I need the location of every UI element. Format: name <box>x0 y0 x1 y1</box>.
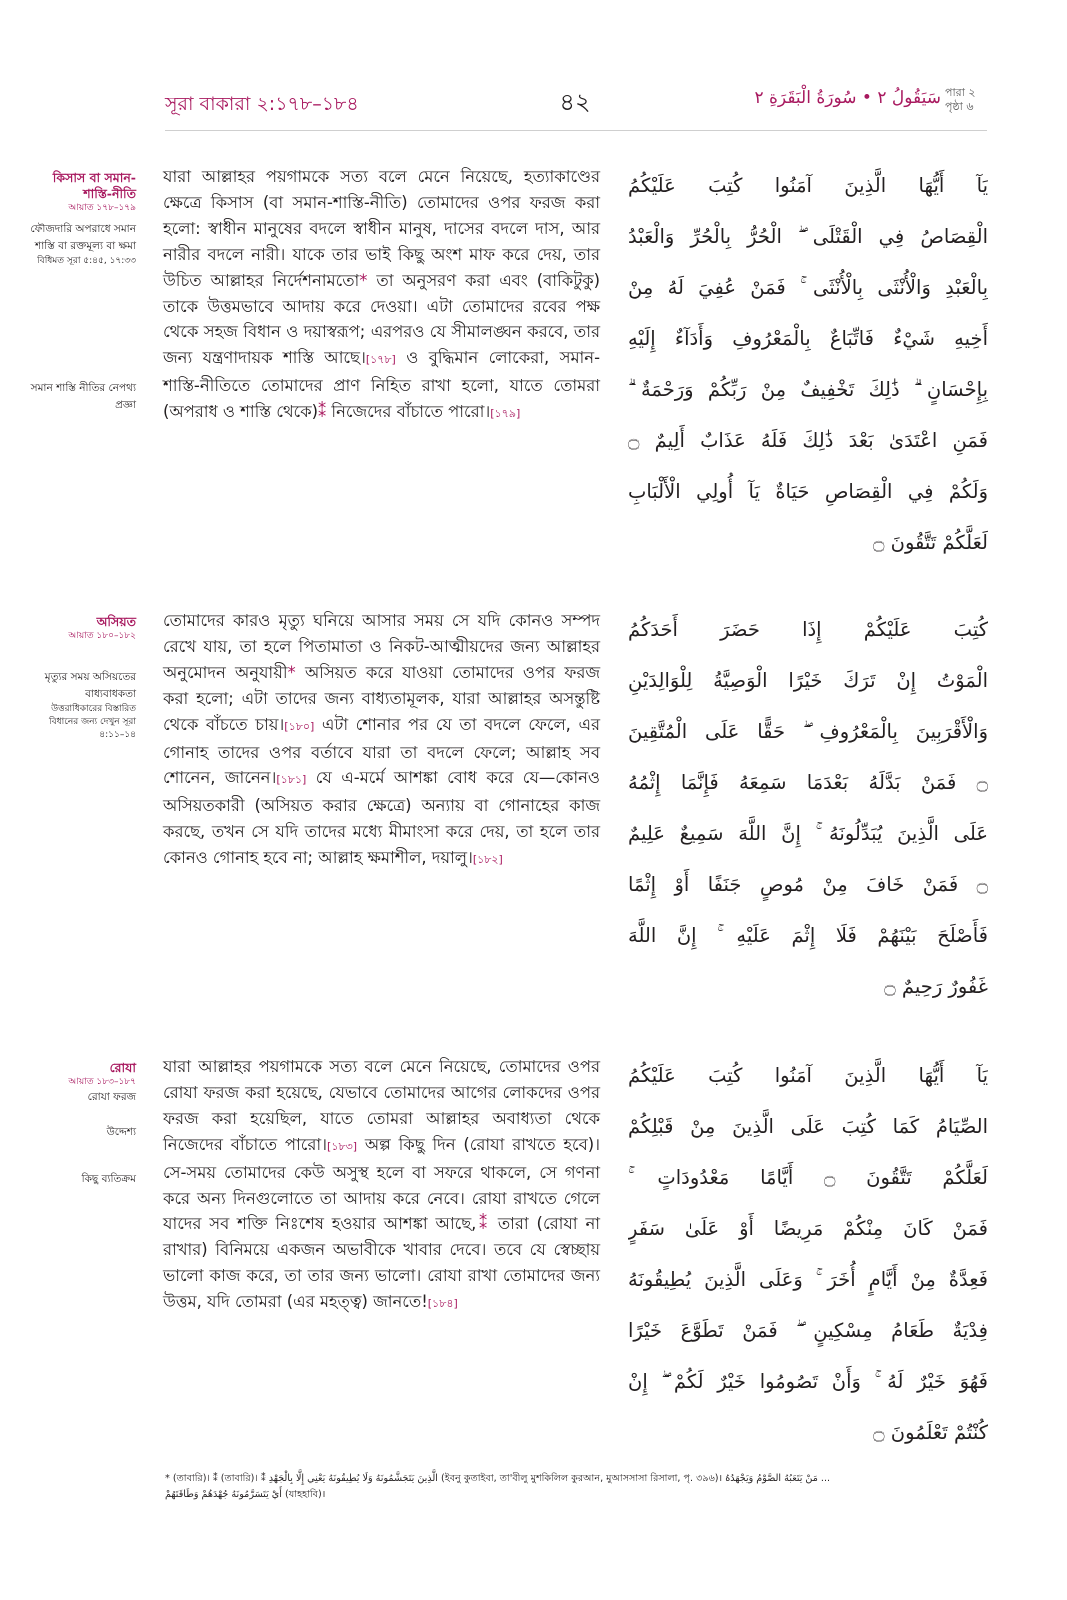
side-text: রোযা ফরজ <box>87 1091 136 1103</box>
arabic-line: فَعِدَّةٌ مِنْ أَيَّامٍ أُخَرَ ۚ وَعَلَى الَّذِينَ يُطِيقُونَهُ <box>628 1268 988 1291</box>
side-title: অসিয়ত <box>96 614 136 629</box>
ayah-number: [১৮৩] <box>327 1139 358 1153</box>
ayah-number: [১৮৪] <box>427 1297 458 1311</box>
side-ref: আয়াত ১৭৮–১৭৯ <box>68 203 136 213</box>
arabic-line: أَخِيهِ شَيْءٌ فَاتِّبَاعٌ بِالْمَعْرُوفِ وَأَدَآءٌ إِلَيْهِ <box>628 327 988 350</box>
para-label: পারা ২ <box>945 86 976 99</box>
surah-title-bengali: সূরা বাকারা ২:১৭৮–১৮৪ <box>165 93 359 115</box>
ayah-number: [১৮০] <box>284 719 315 733</box>
side-ref: আয়াত ১৮০–১৮২ <box>68 631 136 641</box>
arabic-line: كُنْتُمْ تَعْلَمُونَ ۝ <box>873 1421 988 1444</box>
arabic-line: ۝ فَمَنْ بَدَّلَهُ بَعْدَمَا سَمِعَهُ فَإِنَّمَا إِثْمُهُ <box>628 771 988 794</box>
surah-title-arabic: سَيَقُولُ ٢ • سُورَةُ الْبَقَرَةِ ٢ <box>754 88 941 108</box>
arabic-line: فَهُوَ خَيْرٌ لَهُ ۚ وَأَنْ تَصُومُوا خَيْرٌ لَكُمْ ۖ إِنْ <box>628 1370 988 1393</box>
ayah-number: [১৮২] <box>472 853 503 867</box>
page-label: পৃষ্ঠা ৬ <box>945 100 974 113</box>
arabic-line: عَلَى الَّذِينَ يُبَدِّلُونَهُ ۚ إِنَّ اللَّهَ سَمِيعٌ عَلِيمٌ <box>628 822 988 845</box>
arabic-verses <box>628 604 988 1012</box>
arabic-verses <box>628 1050 988 1458</box>
ayah-number: [১৮১] <box>276 773 307 787</box>
footnote-marker: ⁑ <box>318 402 327 422</box>
side-text: সমান শাস্তি নীতির নেপথ্য প্রজ্ঞা <box>30 382 136 411</box>
ayah-number: [১৭৮] <box>365 353 396 367</box>
arabic-line: الْقِصَاصُ فِي الْقَتْلَى ۖ الْحُرُّ بِالْحُرِّ وَالْعَبْدُ <box>628 225 988 248</box>
footnote-line <box>165 1471 987 1487</box>
side-crossref: বিধিমত সূরা ৫:৪৫, ১৭:৩৩ <box>37 256 136 266</box>
arabic-line: وَالْأَقْرَبِينَ بِالْمَعْرُوفِ ۖ حَقًّا عَلَى الْمُتَّقِينَ <box>628 720 988 743</box>
footnotes <box>165 1471 987 1503</box>
arabic-line: فِدْيَةٌ طَعَامُ مِسْكِينٍ ۖ فَمَنْ تَطَوَّعَ خَيْرًا <box>628 1319 988 1342</box>
footnote-marker: * <box>359 270 368 290</box>
side-note <box>30 380 136 414</box>
para-page-label <box>945 86 987 114</box>
arabic-line: فَمَنِ اعْتَدَىٰ بَعْدَ ذَٰلِكَ فَلَهُ عَذَابٌ أَلِيمٌ ۝ <box>628 429 988 452</box>
ayah-number: [১৭৯] <box>490 407 521 421</box>
arabic-line: ۝ فَمَنْ خَافَ مِنْ مُوصٍ جَنَفًا أَوْ إِثْمًا <box>628 873 988 896</box>
side-text: কিছু ব্যতিক্রম <box>81 1173 136 1185</box>
side-note <box>30 1171 136 1188</box>
footnote-line: أَيْ يَتَسَرَّمُونَهُ جُهْدَهُمْ وَطَاقَتَهُمْ (যাহহাবি)। <box>165 1489 326 1500</box>
side-note <box>30 1124 136 1141</box>
side-note <box>30 614 136 643</box>
side-title: রোযা <box>109 1060 136 1075</box>
arabic-line: كُتِبَ عَلَيْكُمْ إِذَا حَضَرَ أَحَدَكُمُ <box>628 618 988 641</box>
footnote-text: * (তাবারি)। ⁑ (তাবারি)। ⁑ الَّذِينَ يَتَجَشَّمُونَهُ وَلَا يُطِيقُونَهُ يَعْنِي إِلَّا بِالْجَهْدِ (ইবনু কুতাইবা, তা'বীলু মুশকিলিল কুরআন, মুআসসাসা রিসালা, পৃ. ৩৯৬)। <box>165 1473 723 1484</box>
side-text: ফৌজদারি অপরাধে সমান শাস্তি বা রক্তমূল্য বা ক্ষমা <box>30 223 136 252</box>
arabic-line: لَعَلَّكُمْ تَتَّقُونَ ۝ أَيَّامًا مَعْدُودَاتٍ ۚ <box>628 1166 988 1189</box>
footnote-arabic: مَنْ يَتَعَبُهُ الصَّوْمُ وَيَجْهَدُهُ ... <box>725 1473 831 1484</box>
bengali-translation <box>163 1054 600 1317</box>
side-crossref: উত্তরাধিকারের বিস্তারিত বিধানের জন্য দেখুন সূরা ৪:১১–১৪ <box>49 704 136 740</box>
arabic-line: فَأَصْلَحَ بَيْنَهُمْ فَلَا إِثْمَ عَلَيْهِ ۚ إِنَّ اللَّهَ <box>628 924 988 947</box>
side-note <box>30 669 136 742</box>
side-notes <box>30 170 136 440</box>
footnote-marker: * <box>287 662 296 682</box>
side-note <box>30 1060 136 1106</box>
side-note <box>30 170 136 268</box>
header-divider <box>165 130 987 131</box>
arabic-line: الْمَوْتُ إِنْ تَرَكَ خَيْرًا الْوَصِيَّةُ لِلْوَالِدَيْنِ <box>628 669 988 692</box>
page-header <box>165 84 987 124</box>
arabic-line: غَفُورٌ رَحِيمٌ ۝ <box>884 975 988 998</box>
bengali-translation <box>163 608 600 873</box>
bengali-translation <box>163 164 600 427</box>
arabic-line: لَعَلَّكُمْ تَتَّقُونَ ۝ <box>873 531 988 554</box>
arabic-line: وَلَكُمْ فِي الْقِصَاصِ حَيَاةٌ يَآ أُولِي الْأَلْبَابِ <box>628 480 988 503</box>
arabic-verses <box>628 160 988 568</box>
translation-text: যারা আল্লাহর পয়গামকে সত্য বলে মেনে নিয়েছে, তোমাদের ওপর রোযা ফরজ করা হয়েছে, যেভাবে তোমাদের আগের লোকদের ওপর ফরজ করা হয়েছিল, যাতে তোমরা আল্লাহর অবাধ্যতা থেকে নিজেদের বাঁচাতে পারো।[১৮৩] অল্প কিছু দিন (রোযা রাখতে হবে)। সে-সময় তোমাদের কেউ অসুস্থ হলে বা সফরে থাকলে, সে গণনা করে অন্য দিনগুলোতে তা আদায় করে নেবে। রোযা রাখতে গেলে যাদের সব শক্তি নিঃশেষ হওয়ার আশঙ্কা আছে,⁑ তারা (রোযা না রাখার) বিনিময়ে একজন অভাবীকে খাবার দেবে। তবে যে স্বেচ্ছায় ভালো কাজ করে, তা তার জন্য ভালো। রোযা রাখা তোমাদের জন্য উত্তম, যদি তোমরা (এর মহত্ত্ব) জানতে![১৮৪] <box>163 1057 600 1312</box>
side-text: উদ্দেশ্য <box>106 1126 136 1138</box>
arabic-line: فَمَنْ كَانَ مِنْكُمْ مَرِيضًا أَوْ عَلَىٰ سَفَرٍ <box>628 1217 988 1240</box>
translation-text: তোমাদের কারও মৃত্যু ঘনিয়ে আসার সময় সে যদি কোনও সম্পদ রেখে যায়, তা হলে পিতামাতা ও নিকট-আত্মীয়দের জন্য আল্লাহর অনুমোদন অনুযায়ী* অসিয়ত করে যাওয়া তোমাদের ওপর ফরজ করা হলো; এটা তাদের জন্য বাধ্যতামূলক, যারা আল্লাহর অসন্তুষ্টি থেকে বাঁচতে চায়।[১৮০] এটা শোনার পর যে তা বদলে ফেলে, এর গোনাহ তাদের ওপর বর্তাবে যারা তা বদলে ফেলে; আল্লাহ সব শোনেন, জানেন।[১৮১] যে এ-মর্মে আশঙ্কা বোধ করে যে—কোনও অসিয়তকারী (অসিয়ত করার ক্ষেত্রে) অন্যায় বা গোনাহের কাজ করছে, তখন সে যদি তাদের মধ্যে মীমাংসা করে দেয়, তা হলে তার কোনও গোনাহ হবে না; আল্লাহ ক্ষমাশীল, দয়ালু।[১৮২] <box>163 611 601 868</box>
arabic-line: يَآ أَيُّهَا الَّذِينَ آمَنُوا كُتِبَ عَلَيْكُمُ <box>628 174 988 197</box>
translation-text: যারা আল্লাহর পয়গামকে সত্য বলে মেনে নিয়েছে, হত্যাকাণ্ডের ক্ষেত্রে কিসাস (বা সমান-শাস্তি-নীতি) তোমাদের ওপর ফরজ করা হলো: স্বাধীন মানুষের বদলে স্বাধীন মানুষ, দাসের বদলে দাস, আর নারীর বদলে নারী। যাকে তার ভাই কিছু অংশ মাফ করে দেয়, তার উচিত আল্লাহর নির্দেশনামতো* তা অনুসরণ করা এবং (বাকিটুকু) তাকে উত্তমভাবে আদায় করে দেওয়া। এটা তোমাদের রবের পক্ষ থেকে সহজ বিধান ও দয়াস্বরূপ; এরপরও যে সীমালঙ্ঘন করবে, তার জন্য যন্ত্রণাদায়ক শাস্তি আছে।[১৭৮] ও বুদ্ধিমান লোকেরা, সমান-শাস্তি-নীতিতে তোমাদের প্রাণ নিহিত রাখা হলো, যাতে তোমরা (অপরাধ ও শাস্তি থেকে)⁑ নিজেদের বাঁচাতে পারো।[১৭৯] <box>163 167 600 422</box>
side-ref: আয়াত ১৮৩–১৮৭ <box>68 1077 136 1087</box>
side-notes <box>30 1060 136 1214</box>
side-text: মৃত্যুর সময় অসিয়তের বাধ্যবাধকতা <box>44 671 136 700</box>
arabic-line: الصِّيَامُ كَمَا كُتِبَ عَلَى الَّذِينَ مِنْ قَبْلِكُمْ <box>628 1115 988 1138</box>
page-number: ৪২ <box>559 88 591 116</box>
side-title: কিসাস বা সমান-শাস্তি-নীতি <box>52 170 136 201</box>
side-notes <box>30 614 136 768</box>
arabic-line: بِالْعَبْدِ وَالْأُنْثَى بِالْأُنْثَى ۚ فَمَنْ عُفِيَ لَهُ مِنْ <box>628 276 988 299</box>
arabic-line: بِإِحْسَانٍ ۗ ذَٰلِكَ تَخْفِيفٌ مِنْ رَبِّكُمْ وَرَحْمَةٌ ۗ <box>628 378 988 401</box>
footnote-marker: ⁑ <box>476 1214 490 1234</box>
arabic-line: يَآ أَيُّهَا الَّذِينَ آمَنُوا كُتِبَ عَلَيْكُمُ <box>628 1064 988 1087</box>
